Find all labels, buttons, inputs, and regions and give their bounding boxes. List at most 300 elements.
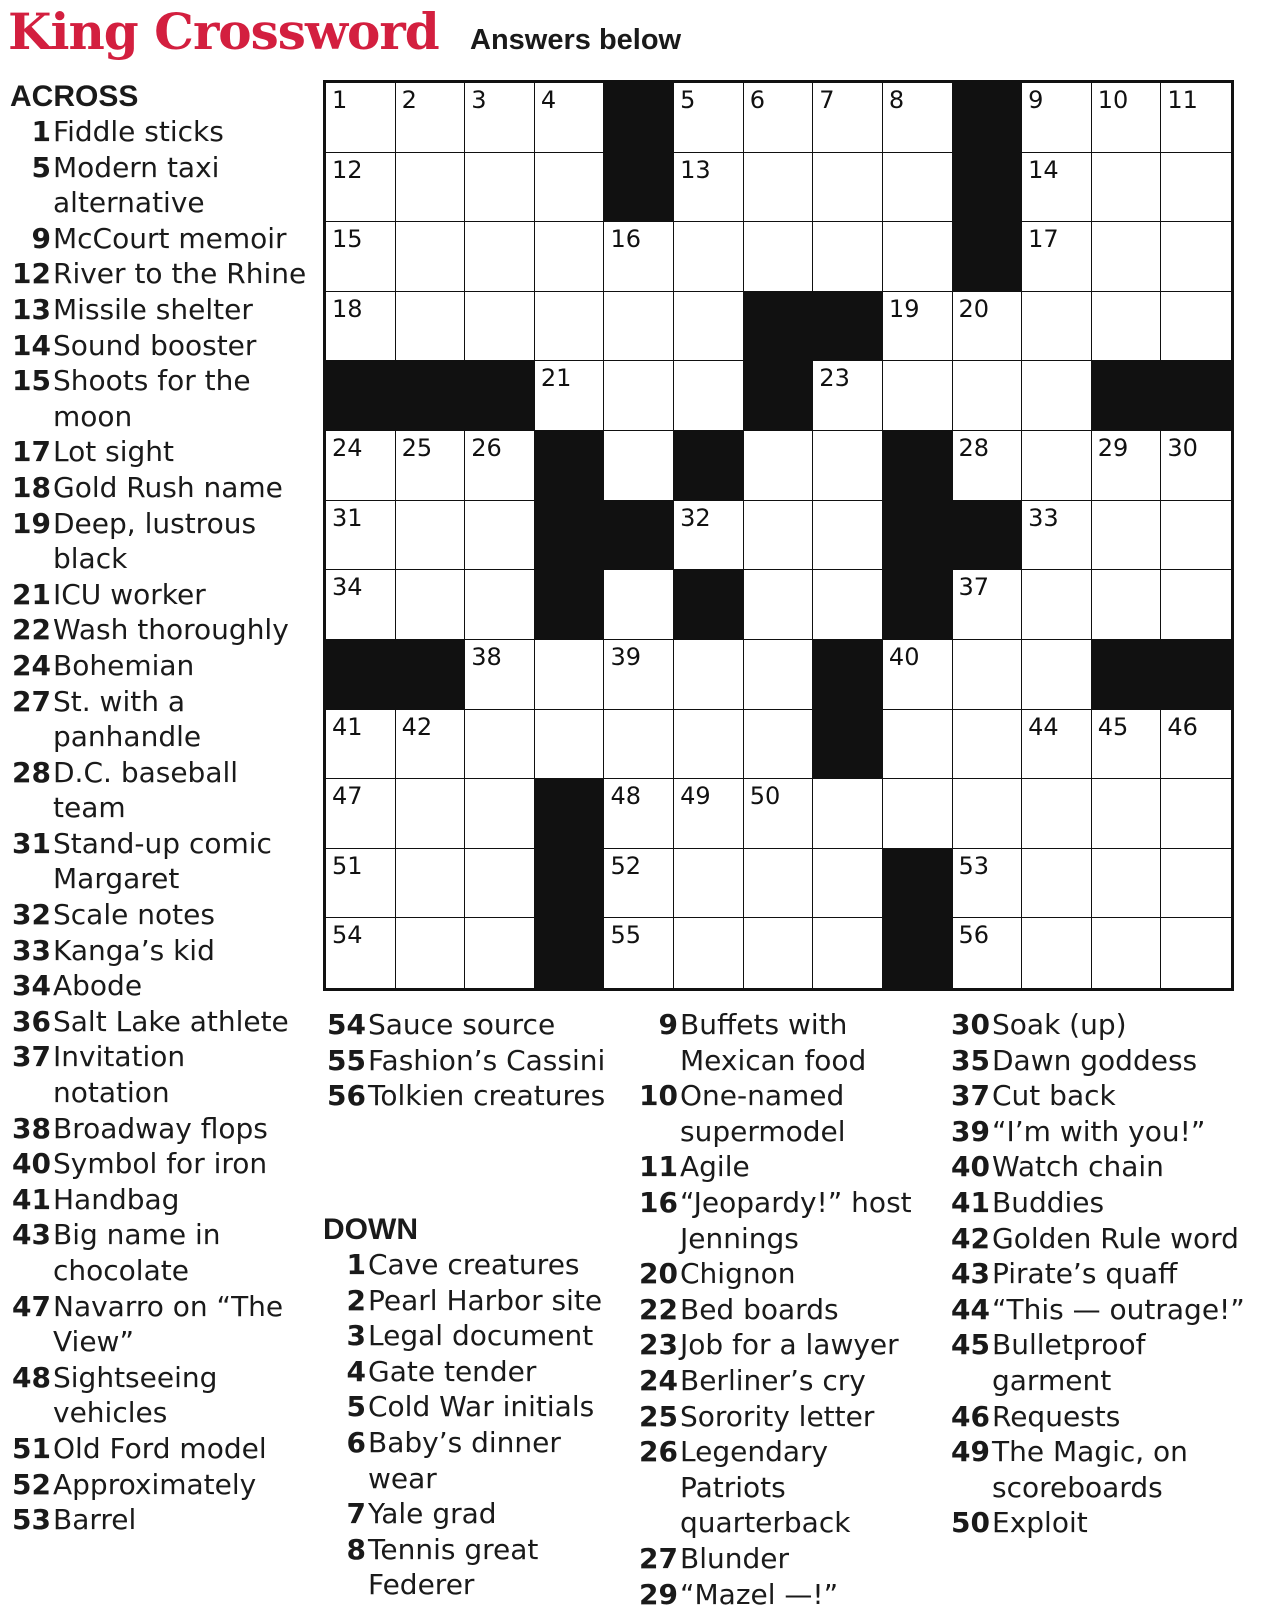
clue-number: 8 <box>346 1532 366 1566</box>
clue-number: 56 <box>327 1079 366 1113</box>
grid-cell[interactable] <box>1161 501 1231 571</box>
cell-number: 19 <box>888 294 920 323</box>
grid-cell[interactable] <box>744 83 814 153</box>
clue-number: 23 <box>639 1328 678 1362</box>
clue-number: 22 <box>12 613 51 647</box>
grid-block <box>744 361 814 431</box>
cell-number: 15 <box>332 225 363 254</box>
grid-cell[interactable] <box>465 918 535 988</box>
grid-cell[interactable] <box>604 222 674 292</box>
grid-block <box>883 570 953 640</box>
cell-number: 11 <box>1167 86 1198 114</box>
grid-cell[interactable] <box>535 222 605 292</box>
grid-cell[interactable] <box>744 640 814 710</box>
grid-cell[interactable] <box>1022 570 1092 640</box>
clue-text: Symbol for iron <box>53 1147 268 1181</box>
grid-cell[interactable] <box>326 153 396 223</box>
clue-number: 20 <box>639 1257 678 1291</box>
cell-number: 39 <box>610 642 641 671</box>
grid-cell[interactable] <box>1022 710 1092 780</box>
grid-cell[interactable] <box>535 640 605 710</box>
grid-cell[interactable] <box>1161 849 1231 919</box>
grid-cell[interactable] <box>326 501 396 571</box>
grid-cell[interactable] <box>1092 153 1162 223</box>
clue-item <box>323 1425 623 1496</box>
grid-cell[interactable] <box>674 710 744 780</box>
clue-item <box>8 755 308 826</box>
grid-cell[interactable] <box>744 501 814 571</box>
clue-number: 4 <box>346 1354 366 1388</box>
grid-cell[interactable] <box>1161 83 1231 153</box>
grid-cell[interactable] <box>1092 222 1162 292</box>
grid-cell[interactable] <box>1161 710 1231 780</box>
grid-block <box>674 431 744 501</box>
grid-block <box>813 710 883 780</box>
grid-cell[interactable] <box>953 640 1023 710</box>
clue-text: Old Ford model <box>53 1431 267 1465</box>
grid-cell[interactable] <box>1022 153 1092 223</box>
grid-cell[interactable] <box>1022 640 1092 710</box>
cell-number: 52 <box>610 851 641 880</box>
cell-number: 42 <box>401 712 433 741</box>
grid-cell[interactable] <box>396 83 466 153</box>
grid-cell[interactable] <box>535 361 605 431</box>
clue-text: Missile shelter <box>53 292 253 326</box>
clue-text: Bed boards <box>680 1292 839 1326</box>
grid-cell[interactable] <box>1022 918 1092 988</box>
clue-number: 17 <box>12 435 51 469</box>
grid-cell[interactable] <box>674 640 744 710</box>
clue-text: Buffets with Mexican food <box>680 1008 867 1077</box>
grid-cell[interactable] <box>326 918 396 988</box>
grid-cell[interactable] <box>953 431 1023 501</box>
grid-cell[interactable] <box>1161 918 1231 988</box>
cell-number: 55 <box>610 921 641 950</box>
grid-cell[interactable] <box>396 570 466 640</box>
grid-cell[interactable] <box>883 779 953 849</box>
grid-cell[interactable] <box>326 292 396 362</box>
clue-item <box>8 1004 308 1040</box>
grid-cell[interactable] <box>396 501 466 571</box>
grid-cell[interactable] <box>883 292 953 362</box>
cell-number: 34 <box>332 573 363 602</box>
clue-text: Deep, lustrous black <box>53 506 257 576</box>
clue-item <box>8 256 308 292</box>
clue-item <box>8 328 308 364</box>
clue-number: 1 <box>346 1248 366 1281</box>
clue-text: “This — outrage!” <box>992 1292 1245 1326</box>
grid-cell[interactable] <box>1022 83 1092 153</box>
grid-cell[interactable] <box>813 222 883 292</box>
clue-text: Sound booster <box>53 328 257 362</box>
grid-cell[interactable] <box>883 710 953 780</box>
grid-block <box>535 570 605 640</box>
grid-cell[interactable] <box>1022 361 1092 431</box>
clue-number: 46 <box>951 1399 990 1433</box>
grid-cell[interactable] <box>535 710 605 780</box>
cell-number: 21 <box>540 364 572 393</box>
clue-number: 10 <box>639 1079 678 1113</box>
grid-cell[interactable] <box>674 153 744 223</box>
grid-block <box>535 779 605 849</box>
clue-item <box>8 363 308 434</box>
grid-cell[interactable] <box>1022 849 1092 919</box>
grid-cell[interactable] <box>883 153 953 223</box>
grid-cell[interactable] <box>465 640 535 710</box>
grid-block <box>744 292 814 362</box>
grid-cell[interactable] <box>535 292 605 362</box>
across-clues-col2 <box>323 1007 613 1114</box>
grid-cell[interactable] <box>953 918 1023 988</box>
grid-cell[interactable] <box>604 292 674 362</box>
clue-item <box>8 1502 308 1538</box>
clue-number: 14 <box>12 328 51 362</box>
clue-item <box>8 221 308 257</box>
grid-cell[interactable] <box>744 431 814 501</box>
clue-text: Job for a lawyer <box>680 1328 899 1362</box>
clue-item <box>947 1327 1247 1398</box>
grid-cell[interactable] <box>674 83 744 153</box>
clue-number: 45 <box>951 1328 990 1362</box>
clue-number: 27 <box>639 1541 678 1575</box>
clue-item <box>323 1078 613 1114</box>
grid-cell[interactable] <box>1092 570 1162 640</box>
grid-cell[interactable] <box>465 501 535 571</box>
clue-text: Invitation notation <box>53 1040 186 1110</box>
grid-cell[interactable] <box>953 779 1023 849</box>
clue-number: 40 <box>12 1147 51 1181</box>
grid-block <box>953 83 1023 153</box>
grid-cell[interactable] <box>953 292 1023 362</box>
clue-item <box>947 1399 1247 1435</box>
grid-cell[interactable] <box>1092 292 1162 362</box>
grid-cell[interactable] <box>1092 501 1162 571</box>
grid-cell[interactable] <box>465 570 535 640</box>
cell-number: 38 <box>471 642 502 671</box>
cell-number: 9 <box>1028 86 1044 114</box>
grid-cell[interactable] <box>604 640 674 710</box>
clue-number: 3 <box>346 1319 366 1353</box>
grid-cell[interactable] <box>674 361 744 431</box>
cell-number: 1 <box>332 86 348 114</box>
down-clues-col3 <box>635 1007 930 1612</box>
clue-text: Fiddle sticks <box>53 115 224 148</box>
grid-cell[interactable] <box>396 710 466 780</box>
cell-number: 56 <box>958 921 990 950</box>
clue-item <box>8 826 308 897</box>
grid-cell[interactable] <box>604 849 674 919</box>
grid-cell[interactable] <box>1092 431 1162 501</box>
grid-cell[interactable] <box>326 83 396 153</box>
clue-text: Golden Rule word <box>992 1221 1239 1255</box>
grid-cell[interactable] <box>953 710 1023 780</box>
cell-number: 14 <box>1028 155 1059 184</box>
clue-item <box>8 1467 308 1503</box>
grid-cell[interactable] <box>1022 292 1092 362</box>
clue-text: St. with a panhandle <box>53 684 202 754</box>
clue-text: Chignon <box>680 1257 796 1291</box>
clue-number: 49 <box>951 1435 990 1469</box>
clue-text: Salt Lake athlete <box>53 1004 289 1038</box>
grid-cell[interactable] <box>813 570 883 640</box>
clue-item <box>635 1185 930 1256</box>
grid-cell[interactable] <box>465 292 535 362</box>
grid-cell[interactable] <box>813 779 883 849</box>
clue-item <box>947 1256 1247 1292</box>
clue-item <box>323 1007 613 1043</box>
grid-cell[interactable] <box>396 292 466 362</box>
clue-text: “Jeopardy!” host Jennings <box>680 1185 912 1255</box>
grid-cell[interactable] <box>1161 222 1231 292</box>
clue-item <box>8 1039 308 1110</box>
grid-cell[interactable] <box>883 222 953 292</box>
grid-cell[interactable] <box>604 918 674 988</box>
clue-number: 5 <box>31 150 51 184</box>
grid-block <box>465 361 535 431</box>
grid-cell[interactable] <box>883 83 953 153</box>
grid-cell[interactable] <box>744 153 814 223</box>
grid-cell[interactable] <box>1022 501 1092 571</box>
cell-number: 29 <box>1097 434 1129 463</box>
clue-text: Kanga’s kid <box>53 933 215 967</box>
clue-number: 37 <box>951 1079 990 1113</box>
clue-item <box>947 1434 1247 1505</box>
grid-cell[interactable] <box>813 849 883 919</box>
clue-number: 43 <box>12 1218 51 1252</box>
clue-item <box>8 612 308 648</box>
grid-cell[interactable] <box>465 431 535 501</box>
clue-item <box>8 1146 308 1182</box>
clue-text: Bohemian <box>53 648 195 682</box>
grid-cell[interactable] <box>326 849 396 919</box>
cell-number: 41 <box>332 712 363 741</box>
across-clues-col1 <box>8 114 308 1538</box>
clue-item <box>8 1431 308 1467</box>
clue-text: Sorority letter <box>680 1399 875 1433</box>
grid-cell[interactable] <box>744 222 814 292</box>
clue-number: 53 <box>12 1503 51 1537</box>
grid-cell[interactable] <box>674 222 744 292</box>
cell-number: 53 <box>958 851 990 880</box>
clue-number: 54 <box>327 1008 366 1041</box>
clue-item <box>635 1541 930 1577</box>
clue-item <box>323 1389 623 1425</box>
cell-number: 32 <box>680 503 711 532</box>
cell-number: 48 <box>610 782 641 811</box>
clue-item <box>635 1256 930 1292</box>
clue-text: “Mazel —!” <box>680 1577 839 1611</box>
clue-number: 24 <box>639 1363 678 1397</box>
clue-item <box>947 1292 1247 1328</box>
clue-text: Cut back <box>992 1079 1116 1113</box>
grid-cell[interactable] <box>1161 779 1231 849</box>
clue-text: Gold Rush name <box>53 470 283 504</box>
cell-number: 18 <box>332 294 363 323</box>
clue-number: 55 <box>327 1043 366 1077</box>
grid-cell[interactable] <box>1022 222 1092 292</box>
clue-text: Baby’s dinner wear <box>368 1425 561 1495</box>
clue-item <box>635 1577 930 1613</box>
grid-block <box>535 501 605 571</box>
cell-number: 2 <box>401 86 417 114</box>
clue-item <box>947 1185 1247 1221</box>
clue-item <box>635 1363 930 1399</box>
clue-number: 18 <box>12 470 51 504</box>
grid-cell[interactable] <box>744 918 814 988</box>
clue-number: 50 <box>951 1506 990 1540</box>
clue-text: Sightseeing vehicles <box>53 1360 218 1430</box>
cell-number: 50 <box>749 782 781 811</box>
clue-item <box>8 292 308 328</box>
answers-note: Answers below <box>470 24 682 56</box>
grid-cell[interactable] <box>535 83 605 153</box>
grid-cell[interactable] <box>813 83 883 153</box>
grid-cell[interactable] <box>1092 849 1162 919</box>
grid-cell[interactable] <box>813 153 883 223</box>
grid-cell[interactable] <box>813 501 883 571</box>
grid-cell[interactable] <box>1022 779 1092 849</box>
grid-cell[interactable] <box>883 361 953 431</box>
clue-text: Berliner’s cry <box>680 1363 866 1397</box>
grid-cell[interactable] <box>604 779 674 849</box>
grid-cell[interactable] <box>1161 153 1231 223</box>
grid-cell[interactable] <box>1161 292 1231 362</box>
grid-cell[interactable] <box>326 222 396 292</box>
grid-cell[interactable] <box>465 153 535 223</box>
grid-block <box>535 849 605 919</box>
grid-cell[interactable] <box>813 361 883 431</box>
clue-text: Approximately <box>53 1467 257 1501</box>
grid-cell[interactable] <box>744 570 814 640</box>
grid-cell[interactable] <box>604 570 674 640</box>
clue-text: D.C. baseball team <box>53 755 239 825</box>
clue-item <box>8 1217 308 1288</box>
across-heading: ACROSS <box>10 80 139 113</box>
clue-item <box>8 897 308 933</box>
grid-cell[interactable] <box>326 431 396 501</box>
cell-number: 24 <box>332 434 363 463</box>
grid-cell[interactable] <box>953 849 1023 919</box>
grid-cell[interactable] <box>953 570 1023 640</box>
grid-block <box>396 361 466 431</box>
clue-number: 24 <box>12 648 51 682</box>
grid-cell[interactable] <box>465 779 535 849</box>
clue-number: 25 <box>639 1399 678 1433</box>
clue-number: 22 <box>639 1292 678 1326</box>
down-heading: DOWN <box>323 1213 418 1246</box>
clue-number: 30 <box>951 1008 990 1041</box>
grid-cell[interactable] <box>396 153 466 223</box>
grid-cell[interactable] <box>396 222 466 292</box>
grid-block <box>813 292 883 362</box>
clue-text: Modern taxi alternative <box>53 150 220 220</box>
grid-cell[interactable] <box>744 849 814 919</box>
grid-block <box>326 361 396 431</box>
grid-cell[interactable] <box>396 918 466 988</box>
grid-cell[interactable] <box>953 361 1023 431</box>
cell-number: 46 <box>1167 712 1198 741</box>
grid-cell[interactable] <box>1092 710 1162 780</box>
cell-number: 30 <box>1167 434 1198 463</box>
cell-number: 12 <box>332 155 363 184</box>
clue-number: 52 <box>12 1467 51 1501</box>
cell-number: 7 <box>819 86 835 114</box>
grid-block <box>1092 640 1162 710</box>
grid-cell[interactable] <box>744 779 814 849</box>
grid-cell[interactable] <box>1161 431 1231 501</box>
clue-number: 41 <box>12 1182 51 1216</box>
clue-number: 29 <box>639 1577 678 1611</box>
grid-cell[interactable] <box>326 570 396 640</box>
grid-cell[interactable] <box>604 361 674 431</box>
clue-number: 47 <box>12 1289 51 1323</box>
grid-cell[interactable] <box>813 918 883 988</box>
grid-cell[interactable] <box>465 710 535 780</box>
grid-cell[interactable] <box>1092 83 1162 153</box>
clue-text: “I’m with you!” <box>992 1114 1206 1148</box>
grid-cell[interactable] <box>396 779 466 849</box>
grid-cell[interactable] <box>604 710 674 780</box>
grid-cell[interactable] <box>465 83 535 153</box>
clue-item <box>8 933 308 969</box>
clue-item <box>8 1111 308 1147</box>
grid-cell[interactable] <box>744 710 814 780</box>
grid-cell[interactable] <box>1092 779 1162 849</box>
grid-cell[interactable] <box>396 431 466 501</box>
clue-number: 37 <box>12 1040 51 1074</box>
clue-text: Bulletproof garment <box>992 1328 1146 1397</box>
grid-cell[interactable] <box>674 779 744 849</box>
clue-item <box>8 1289 308 1360</box>
grid-cell[interactable] <box>535 153 605 223</box>
grid-cell[interactable] <box>674 292 744 362</box>
grid-cell[interactable] <box>883 640 953 710</box>
grid-cell[interactable] <box>674 918 744 988</box>
clue-number: 42 <box>951 1221 990 1255</box>
clue-item <box>635 1078 930 1149</box>
clue-text: ICU worker <box>53 577 206 611</box>
grid-cell[interactable] <box>604 431 674 501</box>
clue-number: 7 <box>346 1497 366 1531</box>
clue-text: Agile <box>680 1150 750 1184</box>
grid-cell[interactable] <box>674 849 744 919</box>
clue-item <box>8 684 308 755</box>
grid-cell[interactable] <box>326 710 396 780</box>
grid-block <box>1161 361 1231 431</box>
grid-cell[interactable] <box>1022 431 1092 501</box>
down-clues-col2 <box>323 1247 623 1603</box>
grid-cell[interactable] <box>396 849 466 919</box>
grid-block <box>883 849 953 919</box>
clue-item <box>323 1318 623 1354</box>
down-clues-col4 <box>947 1007 1247 1541</box>
clue-text: Yale grad <box>368 1497 497 1531</box>
clue-number: 1 <box>31 115 51 148</box>
grid-cell[interactable] <box>1161 570 1231 640</box>
grid-cell[interactable] <box>674 501 744 571</box>
clue-text: Cave creatures <box>368 1248 580 1281</box>
grid-cell[interactable] <box>326 779 396 849</box>
grid-cell[interactable] <box>465 849 535 919</box>
grid-cell[interactable] <box>813 431 883 501</box>
grid-cell[interactable] <box>1092 918 1162 988</box>
cell-number: 16 <box>610 225 641 254</box>
clue-number: 41 <box>951 1185 990 1219</box>
grid-cell[interactable] <box>465 222 535 292</box>
grid-block <box>883 501 953 571</box>
clue-text: Big name in chocolate <box>53 1218 221 1287</box>
clue-item <box>947 1149 1247 1185</box>
